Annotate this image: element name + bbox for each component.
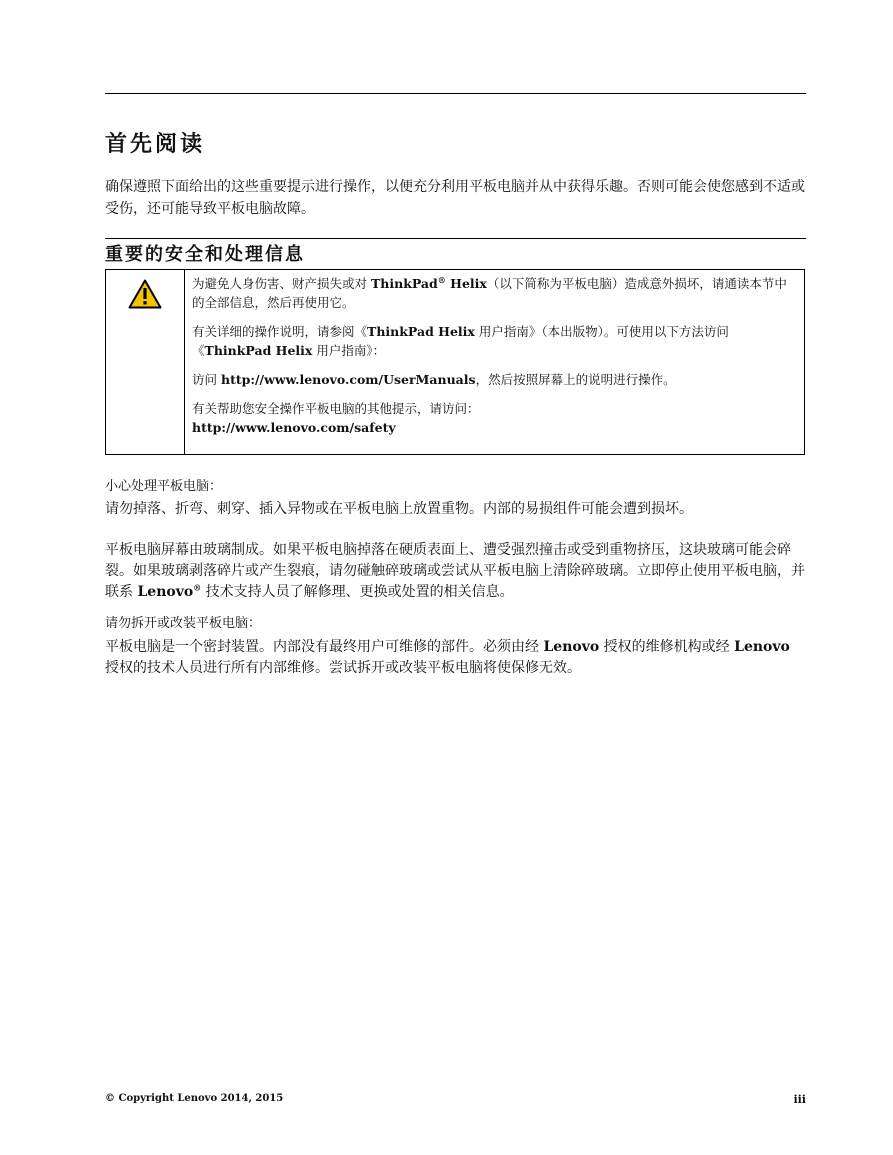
chapter-title: 首先阅读	[105, 132, 206, 157]
warning-triangle-icon	[128, 279, 162, 309]
safety-link[interactable]: http://www.lenovo.com/safety	[192, 420, 396, 435]
top-rule	[105, 93, 806, 94]
disassembly-heading: 请勿拆开或改装平板电脑：	[105, 616, 262, 631]
user-manuals-link[interactable]: http://www.lenovo.com/UserManuals	[220, 372, 476, 387]
page-number: iii	[793, 1093, 806, 1106]
section-title: 重要的安全和处理信息	[105, 244, 305, 265]
notice-paragraph-3: 访问 http://www.lenovo.com/UserManuals，然后按照屏幕上的说明进行操作。	[192, 372, 676, 387]
notice-icon-cell	[106, 270, 185, 454]
notice-paragraph-2: 有关详细的操作说明，请参阅《ThinkPad Helix 用户指南》（本出版物）。可使用以下方法访问《ThinkPad Helix 用户指南》：	[192, 324, 729, 358]
handling-paragraph-1: 请勿掉落、折弯、刺穿、插入异物或在平板电脑上放置重物。内部的易损组件可能会遭到损坏。	[105, 501, 693, 517]
section-rule	[105, 238, 806, 239]
chapter-intro: 确保遵照下面给出的这些重要提示进行操作，以便充分利用平板电脑并从中获得乐趣。否则可能会使您感到不适或受伤，还可能导致平板电脑故障。	[105, 179, 805, 217]
notice-paragraph-4: 有关帮助您安全操作平板电脑的其他提示，请访问： http://www.lenovo.com/safety	[192, 401, 480, 435]
notice-paragraph-1: 为避免人身伤害、财产损失或对 ThinkPad® Helix（以下简称为平板电脑）造成意外损坏，请通读本节中的全部信息，然后再使用它。	[192, 274, 787, 310]
disassembly-paragraph: 平板电脑是一个密封装置。内部没有最终用户可维修的部件。必须由经 Lenovo 授权的维修机构或经 Lenovo 授权的技术人员进行所有内部维修。尝试拆开或改装平板电脑将使保修无效。	[105, 639, 790, 676]
safety-notice-box	[105, 269, 805, 455]
handling-heading: 小心处理平板电脑：	[105, 479, 223, 494]
handling-paragraph-2: 平板电脑屏幕由玻璃制成。如果平板电脑掉落在硬质表面上、遭受强烈撞击或受到重物挤压，这块玻璃可能会碎裂。如果玻璃剥落碎片或产生裂痕，请勿碰触碎玻璃或尝试从平板电脑上清除碎玻璃。立即停止使用平板电脑，并联系 Lenovo® 技术支持人员了解修理、更换或处置的相关信息。	[105, 542, 805, 600]
footer-copyright: © Copyright Lenovo 2014, 2015	[105, 1093, 284, 1104]
notice-text	[192, 274, 792, 437]
